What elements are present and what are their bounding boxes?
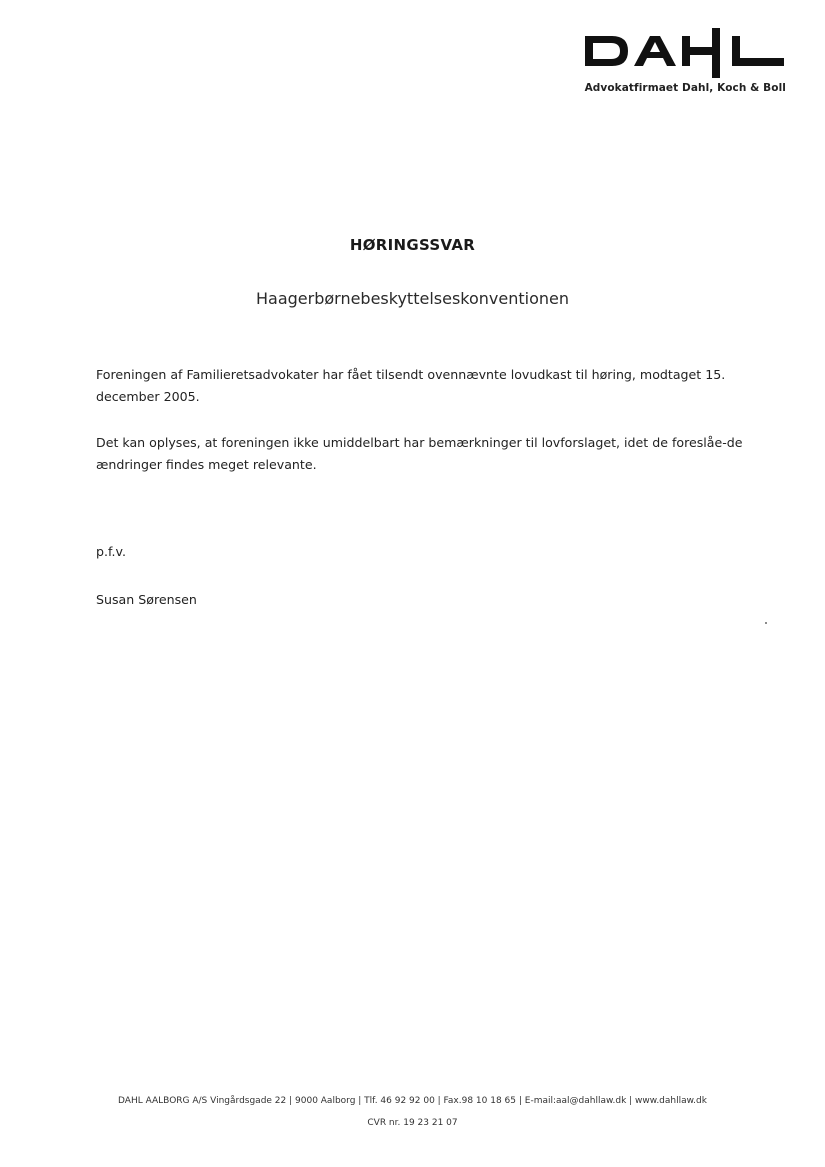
paragraph-text: Det kan oplyses, at foreningen ikke umiddelbart har bemærkninger til lovforslaget, idet de foreslåe-de ændringer findes meget relevante. xyxy=(96,435,743,472)
body-paragraph-1 xyxy=(96,364,746,408)
signoff: p.f.v. xyxy=(96,544,126,559)
footer-cvr: CVR nr. 19 23 21 07 xyxy=(367,1118,458,1128)
document-title: HØRINGSSVAR xyxy=(349,236,476,254)
signatory-name: Susan Sørensen xyxy=(96,592,197,607)
firm-name: Advokatfirmaet Dahl, Koch & Boll xyxy=(584,82,786,94)
scan-speck xyxy=(765,622,767,624)
paragraph-text: Foreningen af Familieretsadvokater har fået tilsendt ovennævnte lovudkast til høring, modtaget 15. december 2005. xyxy=(96,367,726,404)
document-subtitle: Haagerbørnebeskyttelseskonventionen xyxy=(255,289,569,308)
body-paragraph-2 xyxy=(96,432,746,476)
footer-address: DAHL AALBORG A/S Vingårdsgade 22 | 9000 Aalborg | Tlf. 46 92 92 00 | Fax.98 10 18 65 | E-mail:aal@dahllaw.dk | www.dahllaw.dk xyxy=(118,1096,707,1106)
